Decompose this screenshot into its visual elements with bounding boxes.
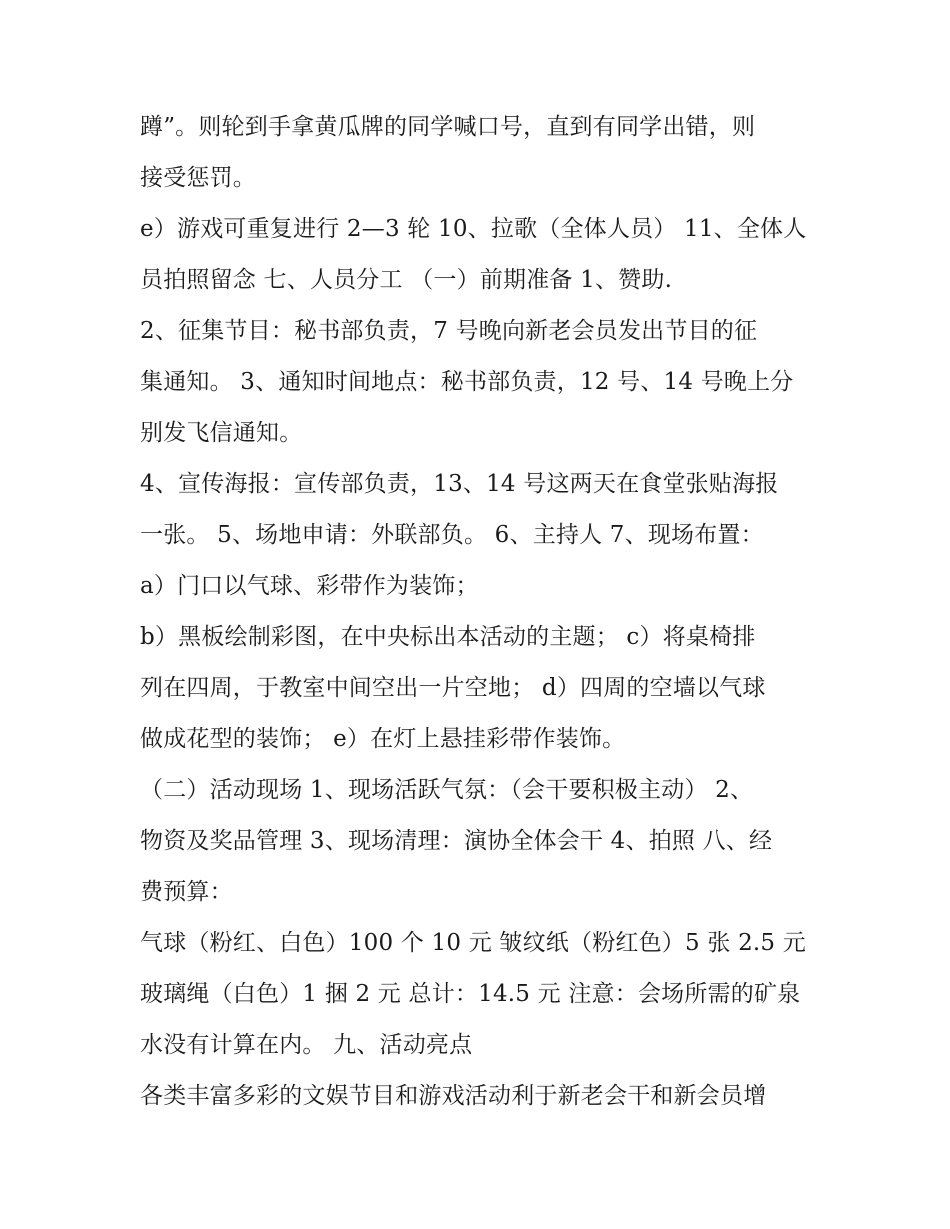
text-line: 各类丰富多彩的文娱节目和游戏活动利于新老会干和新会员增 [140, 1083, 767, 1109]
text-line: （二）活动现场 1、现场活跃气氛：（会干要积极主动） 2、 [140, 777, 754, 803]
text-line: e）游戏可重复进行 2—3 轮 10、拉歌（全体人员） 11、全体人 [140, 216, 807, 242]
text-line: a）门口以气球、彩带作为装饰； [140, 573, 479, 599]
document-body [140, 102, 830, 1122]
text-line: 做成花型的装饰； e）在灯上悬挂彩带作装饰。 [140, 726, 626, 752]
text-line: 水没有计算在内。 九、活动亮点 [140, 1032, 473, 1058]
text-line: 集通知。 3、通知时间地点：秘书部负责，12 号、14 号晚上分 [140, 369, 794, 395]
text-line: 玻璃绳（白色）1 捆 2 元 总计：14.5 元 注意：会场所需的矿泉 [140, 981, 801, 1007]
text-line: 别发飞信通知。 [140, 420, 303, 446]
text-line: 一张。 5、场地申请：外联部负。 6、主持人 7、现场布置： [140, 522, 764, 548]
text-line: 员拍照留念 七、人员分工 （一）前期准备 1、赞助. [140, 267, 673, 293]
text-line: 列在四周，于教室中间空出一片空地； d）四周的空墙以气球 [140, 675, 766, 701]
text-line: 4、宣传海报：宣传部负责，13、14 号这两天在食堂张贴海报 [140, 471, 779, 497]
text-line: 蹲”。则轮到手拿黄瓜牌的同学喊口号，直到有同学出错，则 [140, 114, 756, 140]
text-line: 费预算： [140, 879, 233, 905]
text-line: b）黑板绘制彩图，在中央标出本活动的主题； c）将桌椅排 [140, 624, 756, 650]
text-line: 物资及奖品管理 3、现场清理：演协全体会干 4、拍照 八、经 [140, 828, 773, 854]
text-line: 2、征集节目：秘书部负责，7 号晚向新老会员发出节目的征 [140, 318, 758, 344]
text-line: 气球（粉红、白色）100 个 10 元 皱纹纸（粉红色）5 张 2.5 元 [140, 930, 806, 956]
text-line: 接受惩罚。 [140, 165, 256, 191]
